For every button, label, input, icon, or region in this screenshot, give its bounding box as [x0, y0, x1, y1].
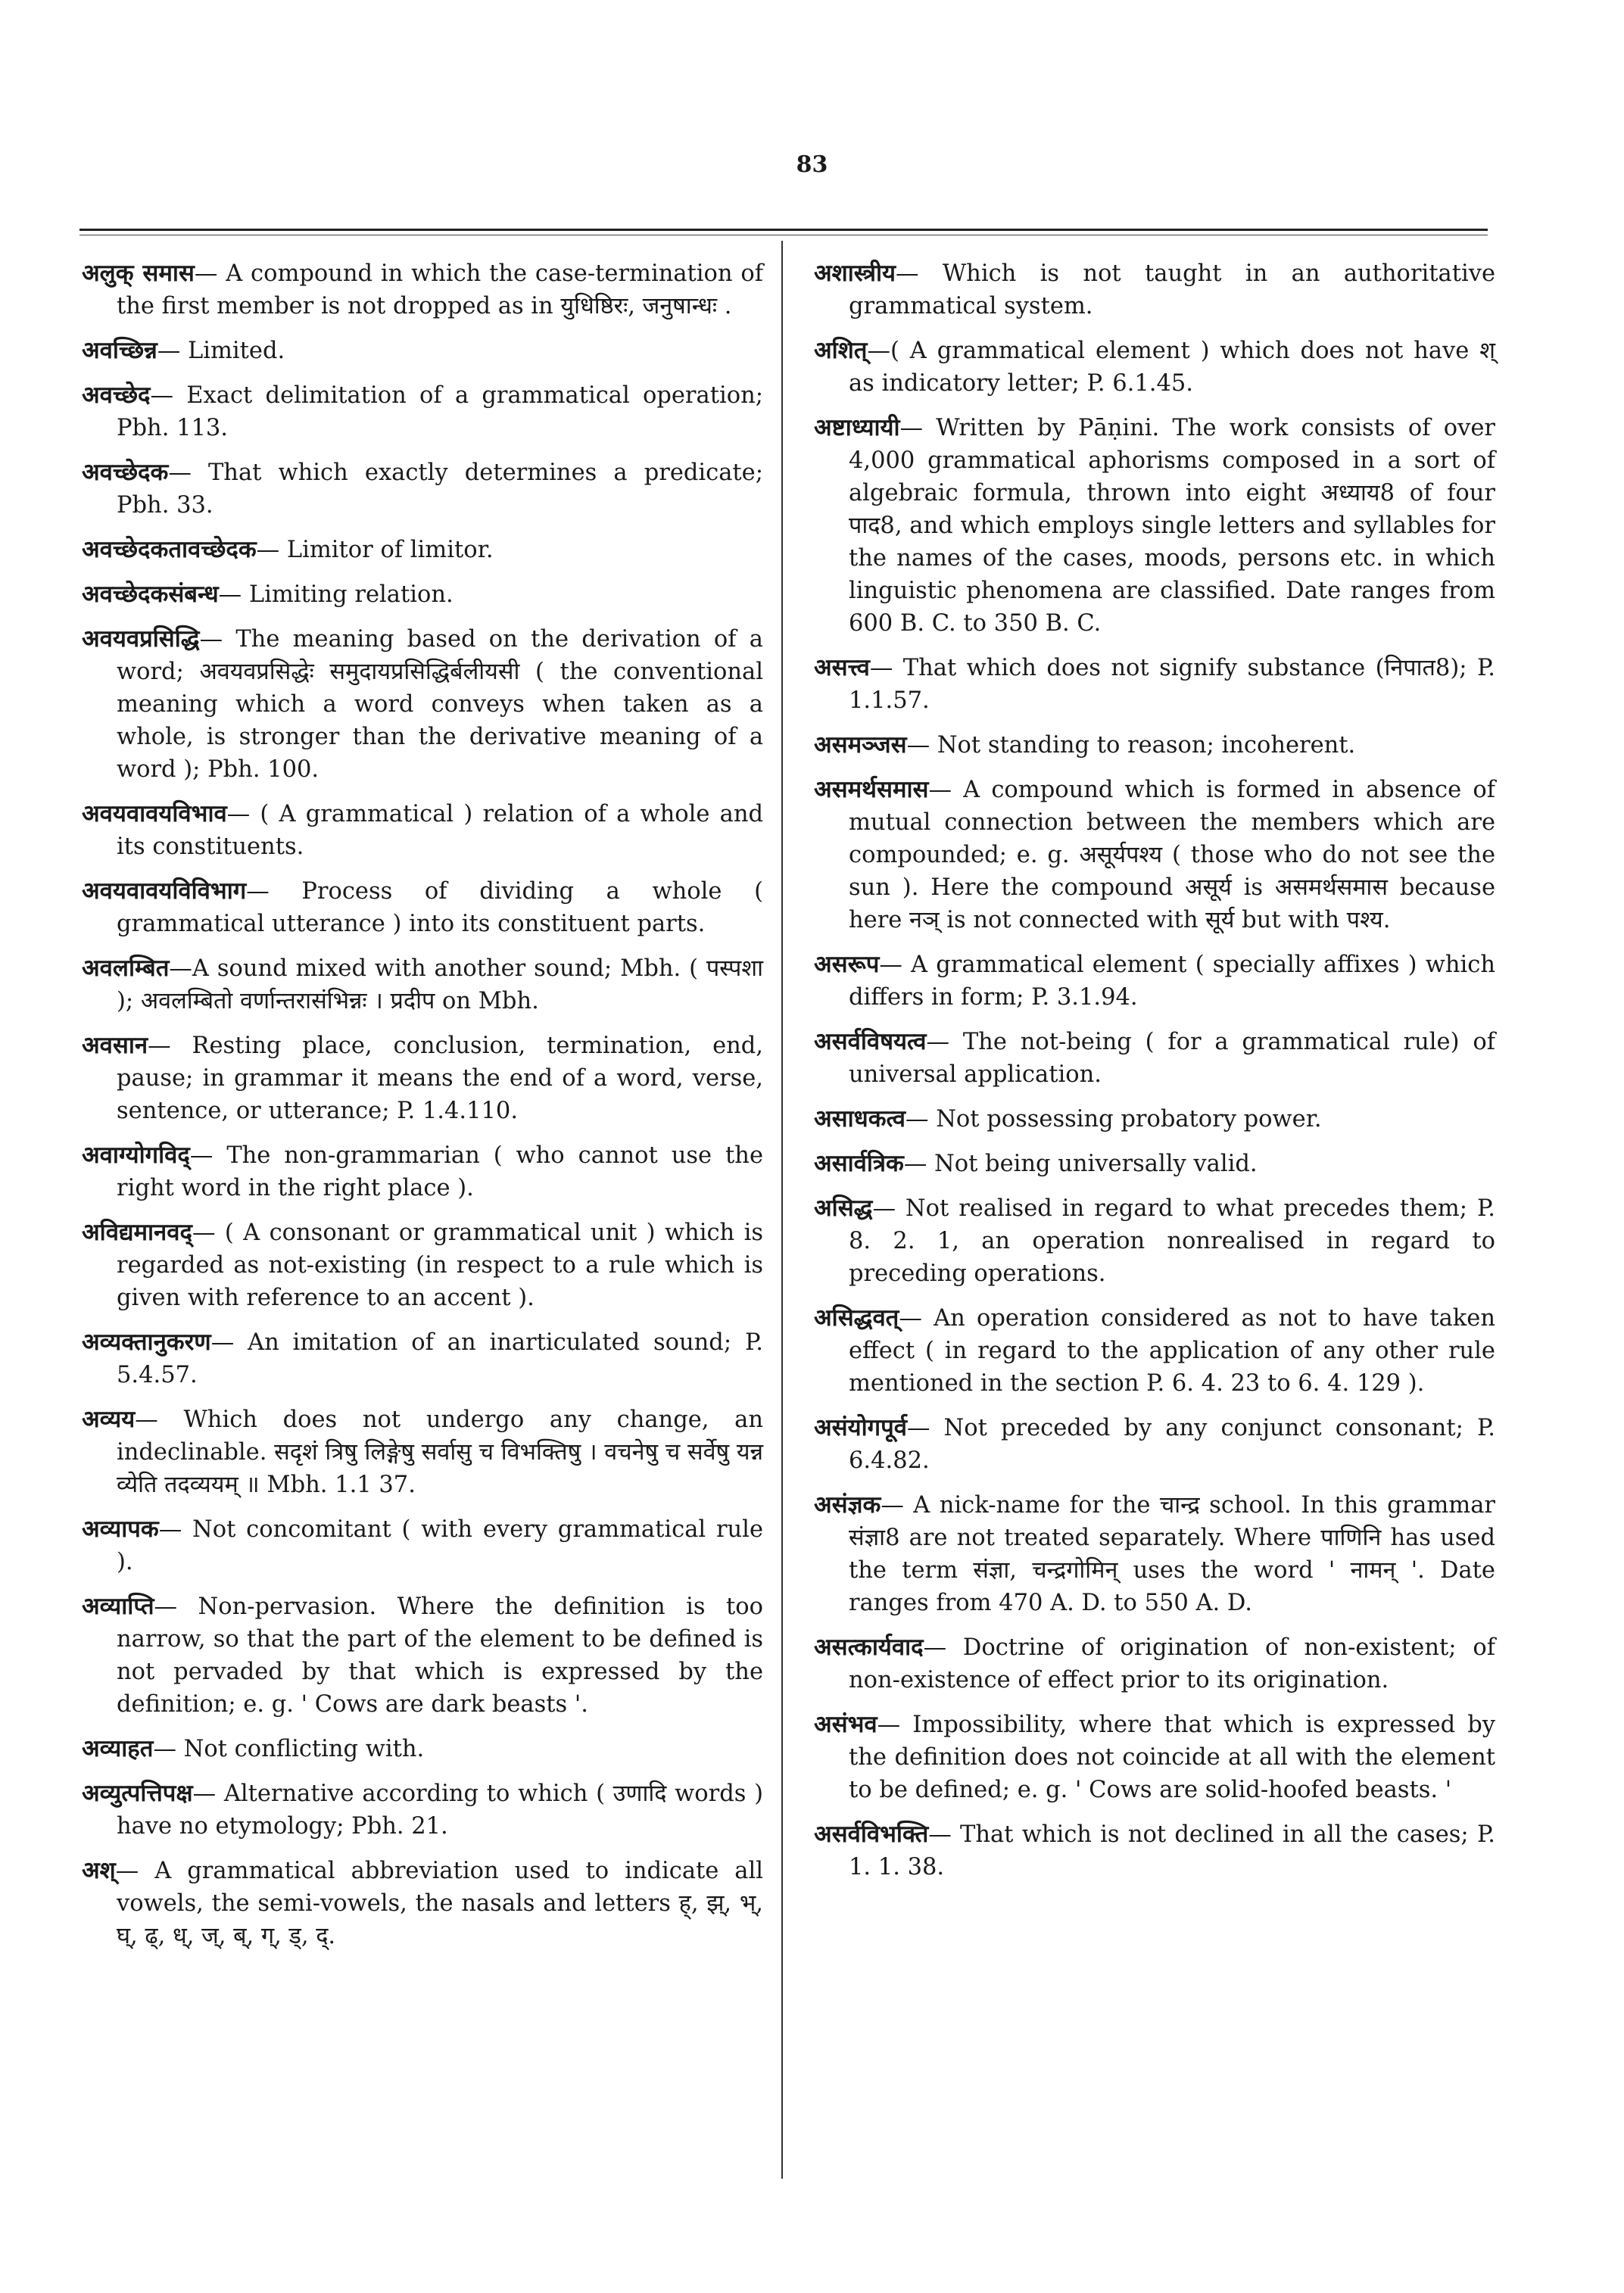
right-column: [814, 257, 1495, 1896]
entry-definition: — Limited.: [157, 338, 285, 364]
dictionary-entry: [814, 652, 1495, 717]
left-column: [82, 257, 763, 1964]
entry-headword: अशित्: [814, 337, 868, 364]
entry-headword: अवयवप्रसिद्धि: [82, 625, 200, 653]
dictionary-entry: [814, 412, 1495, 640]
entry-headword: असत्त्व: [814, 654, 870, 681]
dictionary-entry: [814, 257, 1495, 322]
entry-definition: — Limiting relation.: [218, 581, 454, 608]
dictionary-entry: [82, 335, 763, 367]
entry-headword: असंभव: [814, 1711, 877, 1738]
dictionary-entry: [82, 1777, 763, 1843]
entry-headword: अवच्छेदकसंबन्ध: [82, 581, 219, 608]
dictionary-entry: [814, 1103, 1495, 1136]
dictionary-entry: [814, 1148, 1495, 1180]
entry-headword: अशास्त्रीय: [814, 260, 896, 287]
dictionary-entry: [82, 1139, 763, 1204]
entry-headword: अवसान: [82, 1032, 148, 1059]
dictionary-entry: [814, 1818, 1495, 1883]
dictionary-entry: [82, 257, 763, 322]
entry-headword: अव्यापक: [82, 1516, 159, 1543]
entry-headword: अव्यक्तानुकरण: [82, 1329, 211, 1356]
dictionary-entry: [814, 1412, 1495, 1477]
entry-definition: — ( A grammatical ) relation of a whole and its constituents.: [117, 801, 763, 860]
entry-definition: — Doctrine of origination of non-existent; of non-existence of effect prior to its origination.: [849, 1634, 1495, 1693]
entry-definition: — Not realised in regard to what precedes them; P. 8. 2. 1, an operation nonrealised in regard to preceding operations.: [849, 1195, 1495, 1287]
entry-definition: — The not-being ( for a grammatical rule) of universal application.: [849, 1029, 1495, 1088]
entry-definition: — Which does not undergo any change, an indeclinable. सदृशं त्रिषु लिङ्गेषु सर्वासु च विभक्तिषु । वचनेषु च सर्वेषु यन्न व्येति तदव्ययम् ॥ Mbh. 1.1 37.: [117, 1407, 763, 1498]
entry-headword: अवच्छिन्न: [82, 337, 157, 364]
entry-definition: — That which is not declined in all the cases; P. 1. 1. 38.: [849, 1821, 1495, 1880]
dictionary-entry: [82, 1733, 763, 1765]
dictionary-entry: [814, 1192, 1495, 1290]
dictionary-entry: [82, 952, 763, 1017]
dictionary-entry: [82, 379, 763, 444]
entry-headword: असिद्ध: [814, 1195, 873, 1222]
entry-definition: — Not being universally valid.: [903, 1151, 1258, 1177]
dictionary-entry: [82, 1326, 763, 1391]
dictionary-entry: [82, 1030, 763, 1127]
dictionary-entry: [82, 578, 763, 611]
entry-definition: — Written by Pāṇini. The work consists of over 4,000 grammatical aphorisms composed in a sort of algebraic formula, thrown into eight अध्याय8 of four पाद8, and which employs single letters and syllables for the names of the cases, moods, persons etc. in which linguistic phenomena are classified. Date ranges from 600 B. C. to 350 B. C.: [849, 415, 1495, 637]
entry-headword: असमर्थसमास: [814, 776, 929, 803]
entry-definition: — Not concomitant ( with every grammatical rule ).: [117, 1516, 763, 1575]
dictionary-entry: [82, 456, 763, 522]
entry-headword: असंज्ञक: [814, 1491, 881, 1519]
entry-definition: — A compound in which the case-termination of the first member is not dropped as in युधिष्ठिरः, जनुषान्धः .: [117, 260, 763, 319]
dictionary-entry: [82, 1590, 763, 1721]
dictionary-entry: [82, 1217, 763, 1314]
entry-definition: — Not preceded by any conjunct consonant; P. 6.4.82.: [849, 1415, 1495, 1474]
entry-headword: अव्याप्ति: [82, 1593, 154, 1620]
entry-definition: — That which does not signify substance (निपात8); P. 1.1.57.: [849, 655, 1495, 714]
entry-definition: — Exact delimitation of a grammatical operation; Pbh. 113.: [117, 382, 763, 441]
entry-definition: — An imitation of an inarticulated sound; P. 5.4.57.: [117, 1329, 763, 1388]
entry-definition: — The meaning based on the derivation of a word; अवयवप्रसिद्धेः समुदायप्रसिद्धिर्बलीयसी ( the conventional meaning which a word conveys when taken as a whole, is stronger than the derivative meaning of a word ); Pbh. 100.: [117, 626, 763, 783]
entry-definition: — A nick-name for the चान्द्र school. In this grammar संज्ञा8 are not treated separately. Where पाणिनि has used the term संज्ञा, चन्द्रगोमिन् uses the word ' नामन् '. Date ranges from 470 A. D. to 550 A. D.: [849, 1492, 1495, 1616]
entry-headword: अवयवावयविभाव: [82, 800, 227, 827]
entry-headword: अव्युत्पत्तिपक्ष: [82, 1780, 193, 1807]
entry-definition: — Not possessing probatory power.: [906, 1106, 1322, 1132]
entry-definition: — Limitor of limitor.: [256, 537, 494, 563]
entry-headword: अवलम्बित: [82, 955, 170, 982]
column-divider: [781, 241, 783, 2179]
dictionary-entry: [814, 1302, 1495, 1400]
entry-headword: असिद्धवत्: [814, 1304, 899, 1332]
entry-headword: अवच्छेदक: [82, 459, 169, 486]
dictionary-entry: [82, 798, 763, 863]
entry-definition: — Impossibility, where that which is expressed by the definition does not coincide at all with the element to be defined; e. g. ' Cows are solid-hoofed beasts. ': [849, 1712, 1495, 1803]
entry-headword: अव्यय: [82, 1406, 136, 1433]
entry-definition: — Non-pervasion. Where the definition is too narrow, so that the part of the element to be defined is not pervaded by that which is expressed by the definition; e. g. ' Cows are dark beasts '.: [117, 1594, 763, 1718]
dictionary-entry: [82, 534, 763, 566]
entry-definition: — The non-grammarian ( who cannot use the right word in the right place ).: [117, 1142, 763, 1201]
entry-definition: — A grammatical element ( specially affixes ) which differs in form; P. 3.1.94.: [849, 952, 1495, 1011]
entry-headword: असमञ्जस: [814, 731, 907, 759]
dictionary-entry: [814, 729, 1495, 762]
entry-definition: — A compound which is formed in absence of mutual connection between the members which are compounded; e. g. असूर्यपश्य ( those who do not see the sun ). Here the compound असूर्य is असमर्थसमास because here नञ् is not connected with सूर्य but with पश्य.: [849, 777, 1495, 933]
entry-definition: — Process of dividing a whole ( grammatical utterance ) into its constituent parts.: [117, 878, 763, 937]
entry-definition: —( A grammatical element ) which does not have श् as indicatory letter; P. 6.1.45.: [849, 338, 1495, 397]
dictionary-entry: [814, 1489, 1495, 1619]
entry-headword: असत्कार्यवाद: [814, 1634, 924, 1661]
entry-headword: अवच्छेद: [82, 382, 151, 409]
entry-definition: — ( A consonant or grammatical unit ) which is regarded as not-existing (in respect to a rule which is given with reference to an accent ).: [117, 1220, 763, 1311]
entry-headword: असर्वविभक्ति: [814, 1821, 929, 1848]
entry-headword: अवयवावयविविभाग: [82, 877, 247, 905]
dictionary-entry: [82, 623, 763, 786]
entry-definition: — Alternative according to which ( उणादि words ) have no etymology; Pbh. 21.: [117, 1781, 763, 1840]
dictionary-entry: [814, 335, 1495, 400]
entry-headword: अष्टाध्यायी: [814, 414, 900, 441]
entry-definition: — Not standing to reason; incoherent.: [906, 732, 1356, 759]
page-number: 83: [796, 151, 828, 178]
dictionary-entry: [82, 1404, 763, 1501]
entry-definition: — Resting place, conclusion, termination, end, pause; in grammar it means the end of a word, verse, sentence, or utterance; P. 1.4.110.: [117, 1033, 763, 1124]
entry-headword: असाधकत्व: [814, 1105, 906, 1132]
dictionary-entry: [814, 774, 1495, 936]
entry-headword: असरूप: [814, 951, 880, 978]
entry-definition: — Which is not taught in an authoritative grammatical system.: [849, 260, 1495, 319]
dictionary-entry: [82, 1855, 763, 1952]
dictionary-entry: [814, 1709, 1495, 1806]
entry-definition: — Not conflicting with.: [153, 1736, 425, 1762]
entry-definition: —A sound mixed with another sound; Mbh. ( पस्पशा ); अवलम्बितो वर्णान्तरासंभिन्नः । प्रदीप on Mbh.: [117, 955, 763, 1014]
entry-headword: अविद्यमानवद्: [82, 1219, 192, 1246]
header-rule: [79, 229, 1488, 231]
entry-headword: अवाग्योगविद्: [82, 1142, 190, 1169]
entry-definition: — A grammatical abbreviation used to indicate all vowels, the semi-vowels, the nasals and letters ह्, झ्, भ्, घ्, ढ्, ध्, ज्, ब्, ग्, ड्, द्.: [115, 1858, 763, 1949]
entry-headword: अवच्छेदकतावच्छेदक: [82, 536, 257, 563]
dictionary-entry: [82, 1513, 763, 1578]
dictionary-entry: [814, 1026, 1495, 1091]
entry-definition: — That which exactly determines a predicate; Pbh. 33.: [117, 460, 763, 519]
entry-headword: अव्याहत: [82, 1735, 154, 1762]
dictionary-entry: [814, 1631, 1495, 1696]
entry-headword: असर्वविषयत्व: [814, 1028, 927, 1055]
entry-headword: असार्वत्रिक: [814, 1150, 904, 1177]
entry-headword: असंयोगपूर्व: [814, 1414, 907, 1441]
dictionary-entry: [814, 949, 1495, 1014]
entry-headword: अलुक् समास: [82, 260, 195, 287]
entry-definition: — An operation considered as not to have taken effect ( in regard to the application of any other rule mentioned in the section P. 6. 4. 23 to 6. 4. 129 ).: [849, 1305, 1495, 1397]
dictionary-entry: [82, 875, 763, 940]
entry-headword: अश्: [82, 1857, 116, 1884]
